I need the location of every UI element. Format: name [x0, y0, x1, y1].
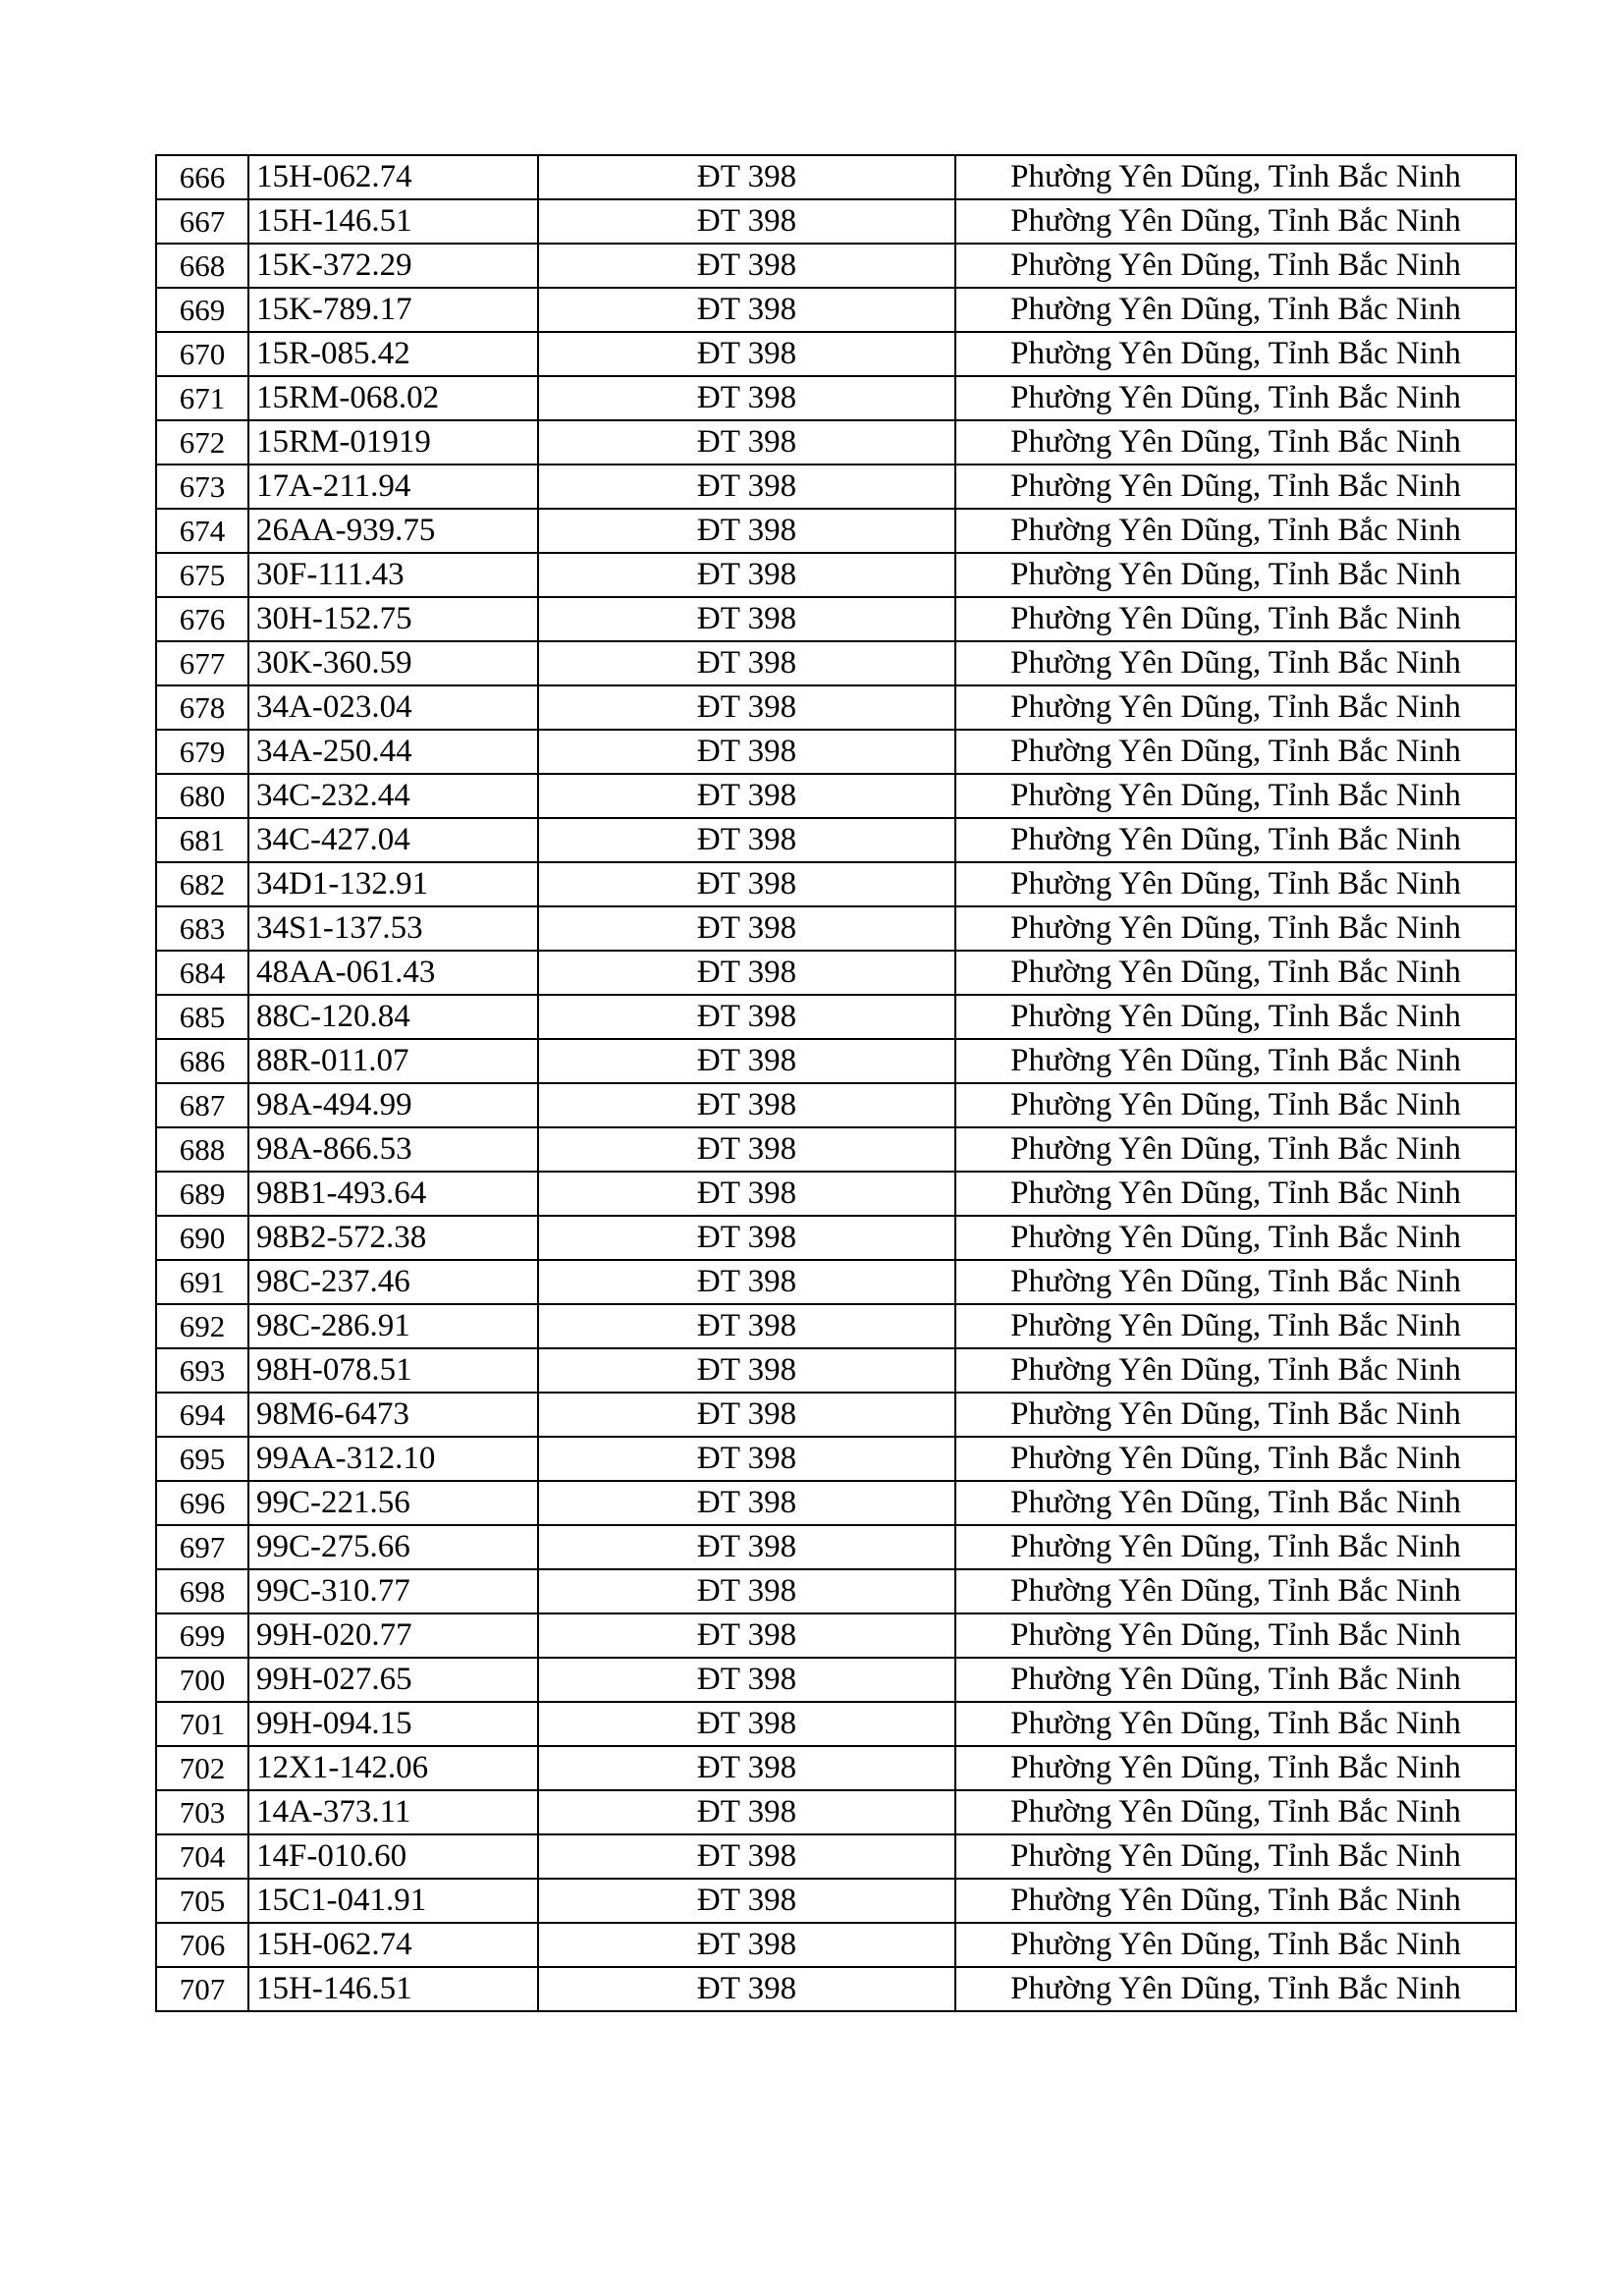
road-cell: ĐT 398 [538, 1127, 955, 1172]
row-number-cell: 694 [156, 1393, 248, 1437]
location-cell: Phường Yên Dũng, Tỉnh Bắc Ninh [955, 244, 1516, 288]
license-plate-cell: 98B2-572.38 [248, 1216, 538, 1260]
table-row [156, 1569, 1516, 1613]
table-row [156, 1834, 1516, 1879]
road-cell: ĐT 398 [538, 465, 955, 509]
row-number-cell: 681 [156, 818, 248, 862]
location-cell: Phường Yên Dũng, Tỉnh Bắc Ninh [955, 1879, 1516, 1923]
location-cell: Phường Yên Dũng, Tỉnh Bắc Ninh [955, 951, 1516, 995]
license-plate-cell: 15RM-01919 [248, 420, 538, 465]
location-cell: Phường Yên Dũng, Tỉnh Bắc Ninh [955, 995, 1516, 1039]
road-cell: ĐT 398 [538, 1525, 955, 1569]
row-number-cell: 706 [156, 1923, 248, 1967]
row-number-cell: 701 [156, 1702, 248, 1746]
location-cell: Phường Yên Dũng, Tỉnh Bắc Ninh [955, 685, 1516, 730]
road-cell: ĐT 398 [538, 332, 955, 376]
location-cell: Phường Yên Dũng, Tỉnh Bắc Ninh [955, 420, 1516, 465]
row-number-cell: 673 [156, 465, 248, 509]
row-number-cell: 677 [156, 641, 248, 685]
license-plate-cell: 34A-023.04 [248, 685, 538, 730]
table-row [156, 774, 1516, 818]
license-plate-cell: 98C-286.91 [248, 1304, 538, 1348]
table-row [156, 1393, 1516, 1437]
license-plate-cell: 99H-020.77 [248, 1613, 538, 1658]
location-cell: Phường Yên Dũng, Tỉnh Bắc Ninh [955, 465, 1516, 509]
table-row [156, 1746, 1516, 1790]
location-cell: Phường Yên Dũng, Tỉnh Bắc Ninh [955, 1658, 1516, 1702]
road-cell: ĐT 398 [538, 1437, 955, 1481]
table-row [156, 641, 1516, 685]
location-cell: Phường Yên Dũng, Tỉnh Bắc Ninh [955, 1127, 1516, 1172]
road-cell: ĐT 398 [538, 1083, 955, 1127]
location-cell: Phường Yên Dũng, Tỉnh Bắc Ninh [955, 1613, 1516, 1658]
license-plate-cell: 15RM-068.02 [248, 376, 538, 420]
license-plate-cell: 98M6-6473 [248, 1393, 538, 1437]
road-cell: ĐT 398 [538, 1967, 955, 2011]
table-row [156, 1658, 1516, 1702]
row-number-cell: 685 [156, 995, 248, 1039]
table-row [156, 1613, 1516, 1658]
license-plate-cell: 48AA-061.43 [248, 951, 538, 995]
license-plate-cell: 34S1-137.53 [248, 906, 538, 951]
row-number-cell: 667 [156, 199, 248, 244]
table-row [156, 1083, 1516, 1127]
road-cell: ĐT 398 [538, 597, 955, 641]
road-cell: ĐT 398 [538, 1481, 955, 1525]
row-number-cell: 676 [156, 597, 248, 641]
license-plate-cell: 99H-094.15 [248, 1702, 538, 1746]
table-row [156, 995, 1516, 1039]
table-row [156, 509, 1516, 553]
location-cell: Phường Yên Dũng, Tỉnh Bắc Ninh [955, 730, 1516, 774]
license-plate-cell: 98H-078.51 [248, 1348, 538, 1393]
row-number-cell: 692 [156, 1304, 248, 1348]
row-number-cell: 688 [156, 1127, 248, 1172]
road-cell: ĐT 398 [538, 685, 955, 730]
location-cell: Phường Yên Dũng, Tỉnh Bắc Ninh [955, 641, 1516, 685]
road-cell: ĐT 398 [538, 244, 955, 288]
table-row [156, 818, 1516, 862]
road-cell: ĐT 398 [538, 1658, 955, 1702]
table-row [156, 376, 1516, 420]
road-cell: ĐT 398 [538, 1393, 955, 1437]
row-number-cell: 697 [156, 1525, 248, 1569]
road-cell: ĐT 398 [538, 951, 955, 995]
road-cell: ĐT 398 [538, 553, 955, 597]
table-row [156, 1039, 1516, 1083]
row-number-cell: 690 [156, 1216, 248, 1260]
table-row [156, 1879, 1516, 1923]
location-cell: Phường Yên Dũng, Tỉnh Bắc Ninh [955, 1083, 1516, 1127]
location-cell: Phường Yên Dũng, Tỉnh Bắc Ninh [955, 332, 1516, 376]
row-number-cell: 703 [156, 1790, 248, 1834]
table-row [156, 1967, 1516, 2011]
license-plate-cell: 98A-866.53 [248, 1127, 538, 1172]
table-row [156, 1481, 1516, 1525]
road-cell: ĐT 398 [538, 862, 955, 906]
table-row [156, 420, 1516, 465]
location-cell: Phường Yên Dũng, Tỉnh Bắc Ninh [955, 774, 1516, 818]
table-row [156, 1525, 1516, 1569]
road-cell: ĐT 398 [538, 155, 955, 199]
road-cell: ĐT 398 [538, 420, 955, 465]
row-number-cell: 707 [156, 1967, 248, 2011]
location-cell: Phường Yên Dũng, Tỉnh Bắc Ninh [955, 818, 1516, 862]
license-plate-cell: 30F-111.43 [248, 553, 538, 597]
license-plate-cell: 15H-146.51 [248, 1967, 538, 2011]
license-plate-cell: 15R-085.42 [248, 332, 538, 376]
license-plate-cell: 34A-250.44 [248, 730, 538, 774]
row-number-cell: 705 [156, 1879, 248, 1923]
license-plate-cell: 34C-232.44 [248, 774, 538, 818]
row-number-cell: 693 [156, 1348, 248, 1393]
license-plate-cell: 88R-011.07 [248, 1039, 538, 1083]
road-cell: ĐT 398 [538, 509, 955, 553]
row-number-cell: 672 [156, 420, 248, 465]
location-cell: Phường Yên Dũng, Tỉnh Bắc Ninh [955, 597, 1516, 641]
row-number-cell: 669 [156, 288, 248, 332]
table-row [156, 155, 1516, 199]
row-number-cell: 674 [156, 509, 248, 553]
row-number-cell: 678 [156, 685, 248, 730]
table-row [156, 1260, 1516, 1304]
table-row [156, 951, 1516, 995]
license-plate-cell: 98C-237.46 [248, 1260, 538, 1304]
row-number-cell: 679 [156, 730, 248, 774]
row-number-cell: 670 [156, 332, 248, 376]
table-row [156, 288, 1516, 332]
row-number-cell: 704 [156, 1834, 248, 1879]
table-row [156, 1304, 1516, 1348]
location-cell: Phường Yên Dũng, Tỉnh Bắc Ninh [955, 1967, 1516, 2011]
location-cell: Phường Yên Dũng, Tỉnh Bắc Ninh [955, 376, 1516, 420]
row-number-cell: 691 [156, 1260, 248, 1304]
location-cell: Phường Yên Dũng, Tỉnh Bắc Ninh [955, 1304, 1516, 1348]
license-plate-cell: 12X1-142.06 [248, 1746, 538, 1790]
license-plate-cell: 30K-360.59 [248, 641, 538, 685]
location-cell: Phường Yên Dũng, Tỉnh Bắc Ninh [955, 1437, 1516, 1481]
license-plate-cell: 14F-010.60 [248, 1834, 538, 1879]
location-cell: Phường Yên Dũng, Tỉnh Bắc Ninh [955, 1834, 1516, 1879]
road-cell: ĐT 398 [538, 1790, 955, 1834]
road-cell: ĐT 398 [538, 376, 955, 420]
location-cell: Phường Yên Dũng, Tỉnh Bắc Ninh [955, 1216, 1516, 1260]
table-row [156, 597, 1516, 641]
road-cell: ĐT 398 [538, 995, 955, 1039]
license-plate-cell: 15H-062.74 [248, 1923, 538, 1967]
license-plate-cell: 88C-120.84 [248, 995, 538, 1039]
license-plate-cell: 17A-211.94 [248, 465, 538, 509]
row-number-cell: 668 [156, 244, 248, 288]
license-plate-cell: 14A-373.11 [248, 1790, 538, 1834]
location-cell: Phường Yên Dũng, Tỉnh Bắc Ninh [955, 1260, 1516, 1304]
table-row [156, 730, 1516, 774]
road-cell: ĐT 398 [538, 906, 955, 951]
location-cell: Phường Yên Dũng, Tỉnh Bắc Ninh [955, 155, 1516, 199]
license-plate-cell: 99C-275.66 [248, 1525, 538, 1569]
location-cell: Phường Yên Dũng, Tỉnh Bắc Ninh [955, 1702, 1516, 1746]
location-cell: Phường Yên Dũng, Tỉnh Bắc Ninh [955, 1790, 1516, 1834]
road-cell: ĐT 398 [538, 199, 955, 244]
road-cell: ĐT 398 [538, 1172, 955, 1216]
license-plate-cell: 30H-152.75 [248, 597, 538, 641]
license-plate-cell: 99C-310.77 [248, 1569, 538, 1613]
road-cell: ĐT 398 [538, 1216, 955, 1260]
location-cell: Phường Yên Dũng, Tỉnh Bắc Ninh [955, 1746, 1516, 1790]
license-plate-cell: 99C-221.56 [248, 1481, 538, 1525]
road-cell: ĐT 398 [538, 1348, 955, 1393]
table-body [156, 155, 1516, 2011]
road-cell: ĐT 398 [538, 1260, 955, 1304]
row-number-cell: 675 [156, 553, 248, 597]
license-plate-cell: 15C1-041.91 [248, 1879, 538, 1923]
row-number-cell: 666 [156, 155, 248, 199]
table-row [156, 553, 1516, 597]
license-plate-cell: 98A-494.99 [248, 1083, 538, 1127]
location-cell: Phường Yên Dũng, Tỉnh Bắc Ninh [955, 1481, 1516, 1525]
table-row [156, 1348, 1516, 1393]
table-row [156, 1702, 1516, 1746]
location-cell: Phường Yên Dũng, Tỉnh Bắc Ninh [955, 906, 1516, 951]
road-cell: ĐT 398 [538, 288, 955, 332]
row-number-cell: 689 [156, 1172, 248, 1216]
road-cell: ĐT 398 [538, 1746, 955, 1790]
license-plate-cell: 15K-789.17 [248, 288, 538, 332]
row-number-cell: 695 [156, 1437, 248, 1481]
road-cell: ĐT 398 [538, 730, 955, 774]
location-cell: Phường Yên Dũng, Tỉnh Bắc Ninh [955, 1039, 1516, 1083]
row-number-cell: 687 [156, 1083, 248, 1127]
license-plate-cell: 15K-372.29 [248, 244, 538, 288]
road-cell: ĐT 398 [538, 1039, 955, 1083]
table-row [156, 465, 1516, 509]
row-number-cell: 698 [156, 1569, 248, 1613]
location-cell: Phường Yên Dũng, Tỉnh Bắc Ninh [955, 1393, 1516, 1437]
location-cell: Phường Yên Dũng, Tỉnh Bắc Ninh [955, 553, 1516, 597]
road-cell: ĐT 398 [538, 1613, 955, 1658]
table-row [156, 1216, 1516, 1260]
road-cell: ĐT 398 [538, 641, 955, 685]
license-plate-cell: 15H-146.51 [248, 199, 538, 244]
location-cell: Phường Yên Dũng, Tỉnh Bắc Ninh [955, 509, 1516, 553]
table-row [156, 862, 1516, 906]
violation-table [155, 154, 1517, 2012]
table-row [156, 244, 1516, 288]
license-plate-cell: 98B1-493.64 [248, 1172, 538, 1216]
table-row [156, 685, 1516, 730]
license-plate-cell: 26AA-939.75 [248, 509, 538, 553]
road-cell: ĐT 398 [538, 1702, 955, 1746]
row-number-cell: 680 [156, 774, 248, 818]
row-number-cell: 699 [156, 1613, 248, 1658]
location-cell: Phường Yên Dũng, Tỉnh Bắc Ninh [955, 1569, 1516, 1613]
table-row [156, 199, 1516, 244]
row-number-cell: 686 [156, 1039, 248, 1083]
table-row [156, 1790, 1516, 1834]
location-cell: Phường Yên Dũng, Tỉnh Bắc Ninh [955, 1172, 1516, 1216]
location-cell: Phường Yên Dũng, Tỉnh Bắc Ninh [955, 1525, 1516, 1569]
location-cell: Phường Yên Dũng, Tỉnh Bắc Ninh [955, 199, 1516, 244]
road-cell: ĐT 398 [538, 774, 955, 818]
row-number-cell: 682 [156, 862, 248, 906]
table-row [156, 1437, 1516, 1481]
location-cell: Phường Yên Dũng, Tỉnh Bắc Ninh [955, 862, 1516, 906]
row-number-cell: 696 [156, 1481, 248, 1525]
row-number-cell: 702 [156, 1746, 248, 1790]
row-number-cell: 684 [156, 951, 248, 995]
table-row [156, 1923, 1516, 1967]
table-row [156, 332, 1516, 376]
table-row [156, 1172, 1516, 1216]
road-cell: ĐT 398 [538, 1834, 955, 1879]
row-number-cell: 700 [156, 1658, 248, 1702]
row-number-cell: 683 [156, 906, 248, 951]
road-cell: ĐT 398 [538, 1304, 955, 1348]
license-plate-cell: 99AA-312.10 [248, 1437, 538, 1481]
row-number-cell: 671 [156, 376, 248, 420]
location-cell: Phường Yên Dũng, Tỉnh Bắc Ninh [955, 1348, 1516, 1393]
table-row [156, 1127, 1516, 1172]
table-row [156, 906, 1516, 951]
location-cell: Phường Yên Dũng, Tỉnh Bắc Ninh [955, 1923, 1516, 1967]
road-cell: ĐT 398 [538, 1569, 955, 1613]
location-cell: Phường Yên Dũng, Tỉnh Bắc Ninh [955, 288, 1516, 332]
road-cell: ĐT 398 [538, 818, 955, 862]
road-cell: ĐT 398 [538, 1879, 955, 1923]
license-plate-cell: 99H-027.65 [248, 1658, 538, 1702]
license-plate-cell: 34C-427.04 [248, 818, 538, 862]
license-plate-cell: 15H-062.74 [248, 155, 538, 199]
license-plate-cell: 34D1-132.91 [248, 862, 538, 906]
road-cell: ĐT 398 [538, 1923, 955, 1967]
